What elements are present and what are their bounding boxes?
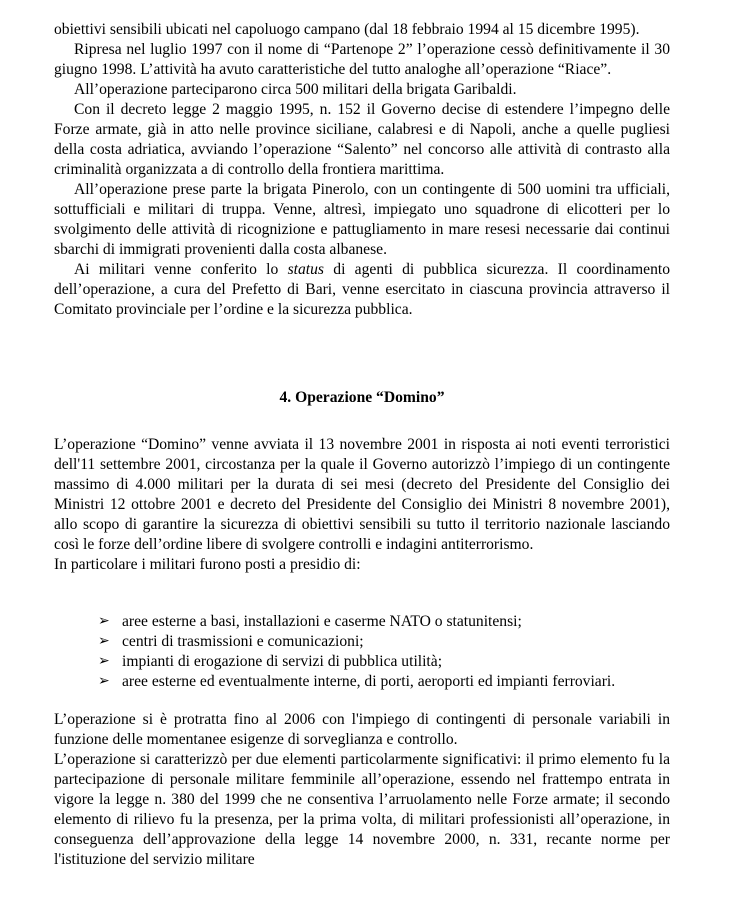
status-text-after: di agenti di pubblica sicurezza. Il coordinamento dell’operazione, a cura del Prefetto di Bari, venne esercitato in ciascuna provincia attraverso il Comitato provinciale per l’ordine e la sicurezza pubblica. — [54, 261, 670, 318]
arrow-bullet-icon: ➢ — [98, 674, 110, 689]
domino-intro — [54, 435, 670, 575]
list-item-text: aree esterne ed eventualmente interne, di porti, aeroporti ed impianti ferroviari. — [122, 673, 616, 690]
list-item-text: centri di trasmissioni e comunicazioni; — [122, 633, 364, 650]
list-item — [54, 632, 670, 652]
arrow-bullet-icon: ➢ — [98, 634, 110, 649]
arrow-bullet-icon: ➢ — [98, 614, 110, 629]
status-text-before: Ai militari venne conferito lo — [74, 261, 288, 278]
domino-conclusion — [54, 710, 670, 870]
list-item — [54, 672, 670, 692]
paragraph-partenope: Ripresa nel luglio 1997 con il nome di “Partenope 2” l’operazione cessò definitivamente il 30 giugno 1998. L’attività ha avuto caratteristiche del tutto analoghe all’operazione “Riace”. — [54, 41, 670, 78]
top-section — [54, 20, 670, 320]
paragraph-status — [54, 260, 670, 320]
status-italic: status — [287, 261, 324, 278]
section-heading: 4. Operazione “Domino” — [279, 389, 445, 406]
list-item — [54, 612, 670, 632]
bullet-list-block — [54, 612, 670, 692]
paragraph-continuation: obiettivi sensibili ubicati nel capoluogo campano (dal 18 febbraio 1994 al 15 dicembre 1995). — [54, 21, 640, 38]
list-item-text: impianti di erogazione di servizi di pubblica utilità; — [122, 653, 443, 670]
bullet-list — [54, 612, 670, 692]
paragraph-salento: Con il decreto legge 2 maggio 1995, n. 152 il Governo decise di estendere l’impegno delle Forze armate, già in atto nelle province siciliane, calabresi e di Napoli, anche a quelle pugliesi della costa adriatica, avviando l’operazione “Salento” nel concorso alle attività di contrasto alla criminalità organizzata a di controllo della frontiera marittima. — [54, 101, 670, 178]
paragraph-garibaldi: All’operazione parteciparono circa 500 militari della brigata Garibaldi. — [74, 81, 517, 98]
paragraph-pinerolo: All’operazione prese parte la brigata Pinerolo, con un contingente di 500 uomini tra ufficiali, sottufficiali e militari di truppa. Venne, altresì, impiegato uno squadrone di elicotteri per lo svolgimento delle attività di ricognizione e pattugliamento in mare resesi necessarie dai continui sbarchi di immigrati provenienti dalla costa albanese. — [54, 181, 670, 258]
paragraph-domino-intro: L’operazione “Domino” venne avviata il 13 novembre 2001 in risposta ai noti eventi terroristici dell'11 settembre 2001, circostanza per la quale il Governo autorizzò l’impiego di un contingente massimo di 4.000 militari per la durata di sei mesi (decreto del Presidente del Consiglio dei Ministri 12 ottobre 2001 e decreto del Presidente del Consiglio dei Ministri 8 novembre 2001), allo scopo di garantire la sicurezza di obiettivi sensibili su tutto il territorio nazionale lasciando così le forze dell’ordine libere di svolgere controlli e indagini antiterrorismo. — [54, 436, 670, 553]
arrow-bullet-icon: ➢ — [98, 654, 110, 669]
list-item-text: aree esterne a basi, installazioni e caserme NATO o statunitensi; — [122, 613, 522, 630]
paragraph-list-intro: In particolare i militari furono posti a presidio di: — [54, 556, 361, 573]
paragraph-duration: L’operazione si è protratta fino al 2006 con l'impiego di contingenti di personale variabili in funzione delle momentanee esigenze di sorveglianza e controllo. — [54, 711, 670, 748]
paragraph-elements: L’operazione si caratterizzò per due elementi particolarmente significativi: il primo elemento fu la partecipazione di personale militare femminile all’operazione, essendo nel frattempo entrata in vigore la legge n. 380 del 1999 che ne consentiva l’arruolamento nelle Forze armate; il secondo elemento di rilievo fu la presenza, per la prima volta, di militari professionisti all’operazione, in conseguenza dell’approvazione della legge 14 novembre 2000, n. 331, recante norme per l'istituzione del servizio militare — [54, 751, 670, 868]
list-item — [54, 652, 670, 672]
